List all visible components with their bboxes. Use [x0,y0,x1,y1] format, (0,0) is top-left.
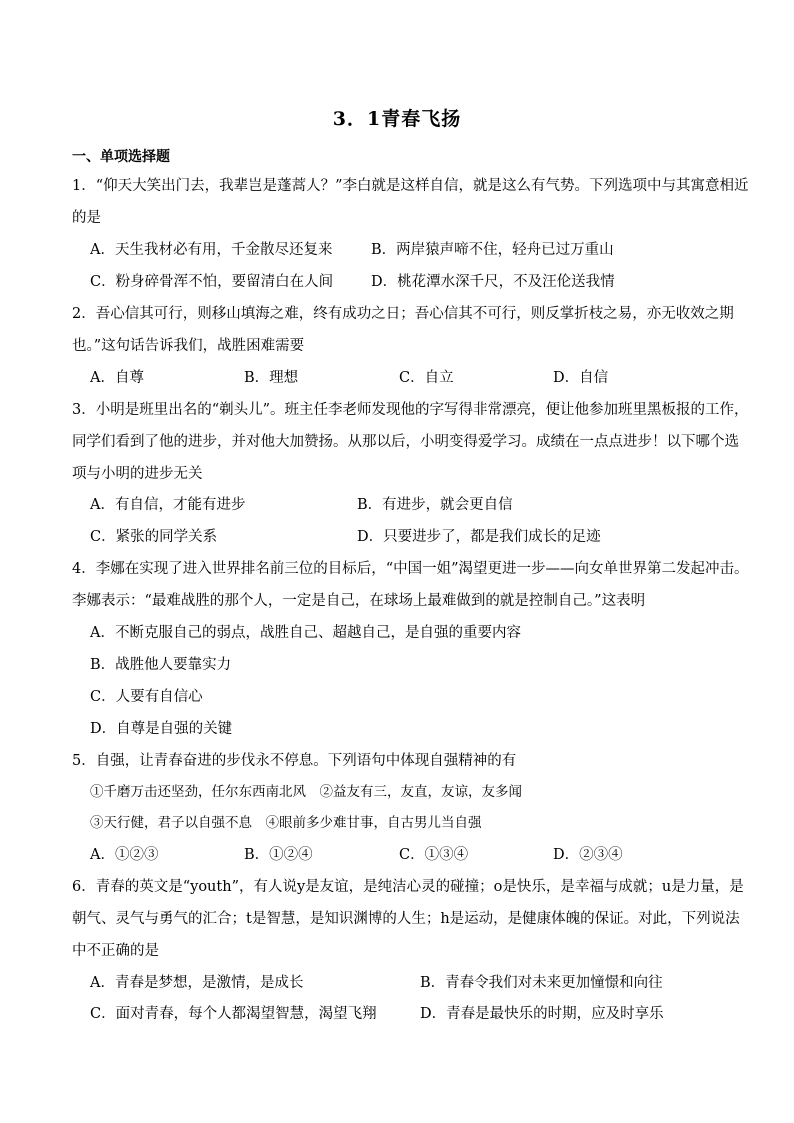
question-2-line-1: 2．吾心信其可行，则移山填海之难，终有成功之日；吾心信其不可行，则反掌折枝之易，亦无收效之期 [72,306,734,322]
question-4-line-1: 4．李娜在实现了进入世界排名前三位的目标后，“中国一姐”渴望更进一步——向女单世界第二发起冲击。 [72,561,749,577]
question-3-line-1: 3．小明是班里出名的“剃头儿”。班主任李老师发现他的字写得非常漂亮，便让他参加班里黑板报的工作， [72,402,749,418]
question-6-option-c: C．面对青春，每个人都渴望智慧，渴望飞翔 [90,1006,377,1022]
question-4-option-a: A．不断克服自己的弱点，战胜自己、超越自己，是自强的重要内容 [90,625,521,641]
section-heading: 一、单项选择题 [72,149,170,165]
question-3-option-a: A．有自信，才能有进步 [90,497,246,513]
question-4-option-c: C．人要有自信心 [90,689,203,705]
question-5-statements-1: ①千磨万击还坚劲，任尔东西南北风 ②益友有三，友直，友谅，友多闻 [90,784,522,800]
question-5-option-a: A．①②③ [90,847,159,863]
question-2-option-a: A．自尊 [90,370,144,386]
question-6-line-2: 朝气、灵气与勇气的汇合；t是智慧，是知识渊博的人生；h是运动，是健康体魄的保证。对此，下列说法 [72,911,740,927]
question-6-option-d: D．青春是最快乐的时期，应及时享乐 [420,1006,664,1022]
question-3-option-b: B．有进步，就会更自信 [357,497,513,513]
question-3-option-d: D．只要进步了，都是我们成长的足迹 [357,529,601,545]
page-title: 3．1青春飞扬 [332,108,462,130]
question-2-option-b: B．理想 [244,370,299,386]
question-6-line-3: 中不正确的是 [72,943,159,959]
question-3-line-2: 同学们看到了他的进步，并对他大加赞扬。从那以后，小明变得爱学习。成绩在一点点进步！以下哪个选 [72,434,739,450]
question-1-option-c: C．粉身碎骨浑不怕，要留清白在人间 [90,274,334,290]
question-6-option-b: B．青春令我们对未来更加憧憬和向往 [420,975,663,991]
question-2-line-2: 也。”这句话告诉我们，战胜困难需要 [72,338,305,354]
question-5-line-1: 5．自强，让青春奋进的步伐永不停息。下列语句中体现自强精神的有 [72,753,517,769]
question-5-option-b: B．①②④ [244,847,313,863]
question-5-statements-2: ③天行健，君子以自强不息 ④眼前多少难甘事，自古男儿当自强 [90,815,482,831]
question-4-line-2: 李娜表示：“最难战胜的那个人，一定是自己，在球场上最难做到的就是控制自己。”这表明 [72,593,646,609]
question-1-line-2: 的是 [72,210,101,226]
question-4-option-b: B．战胜他人要靠实力 [90,657,232,673]
question-3-line-3: 项与小明的进步无关 [72,466,203,482]
question-1-line-1: 1．“仰天大笑出门去，我辈岂是蓬蒿人？”李白就是这样自信，就是这么有气势。下列选项中与其寓意相近 [72,178,749,194]
question-1-option-a: A．天生我材必有用，千金散尽还复来 [90,242,333,258]
question-3-option-c: C．紧张的同学关系 [90,529,218,545]
question-6-option-a: A．青春是梦想，是激情，是成长 [90,975,304,991]
question-6-line-1: 6．青春的英文是“youth”，有人说y是友谊，是纯洁心灵的碰撞；o是快乐，是幸福与成就；u是力量，是 [72,879,744,895]
question-4-option-d: D．自尊是自强的关键 [90,721,233,737]
question-1-option-b: B．两岸猿声啼不住，轻舟已过万重山 [371,242,614,258]
question-1-option-d: D．桃花潭水深千尺，不及汪伦送我情 [371,274,615,290]
question-2-option-d: D．自信 [553,370,609,386]
question-5-option-c: C．①③④ [399,847,469,863]
question-2-option-c: C．自立 [399,370,454,386]
question-5-option-d: D．②③④ [553,847,623,863]
